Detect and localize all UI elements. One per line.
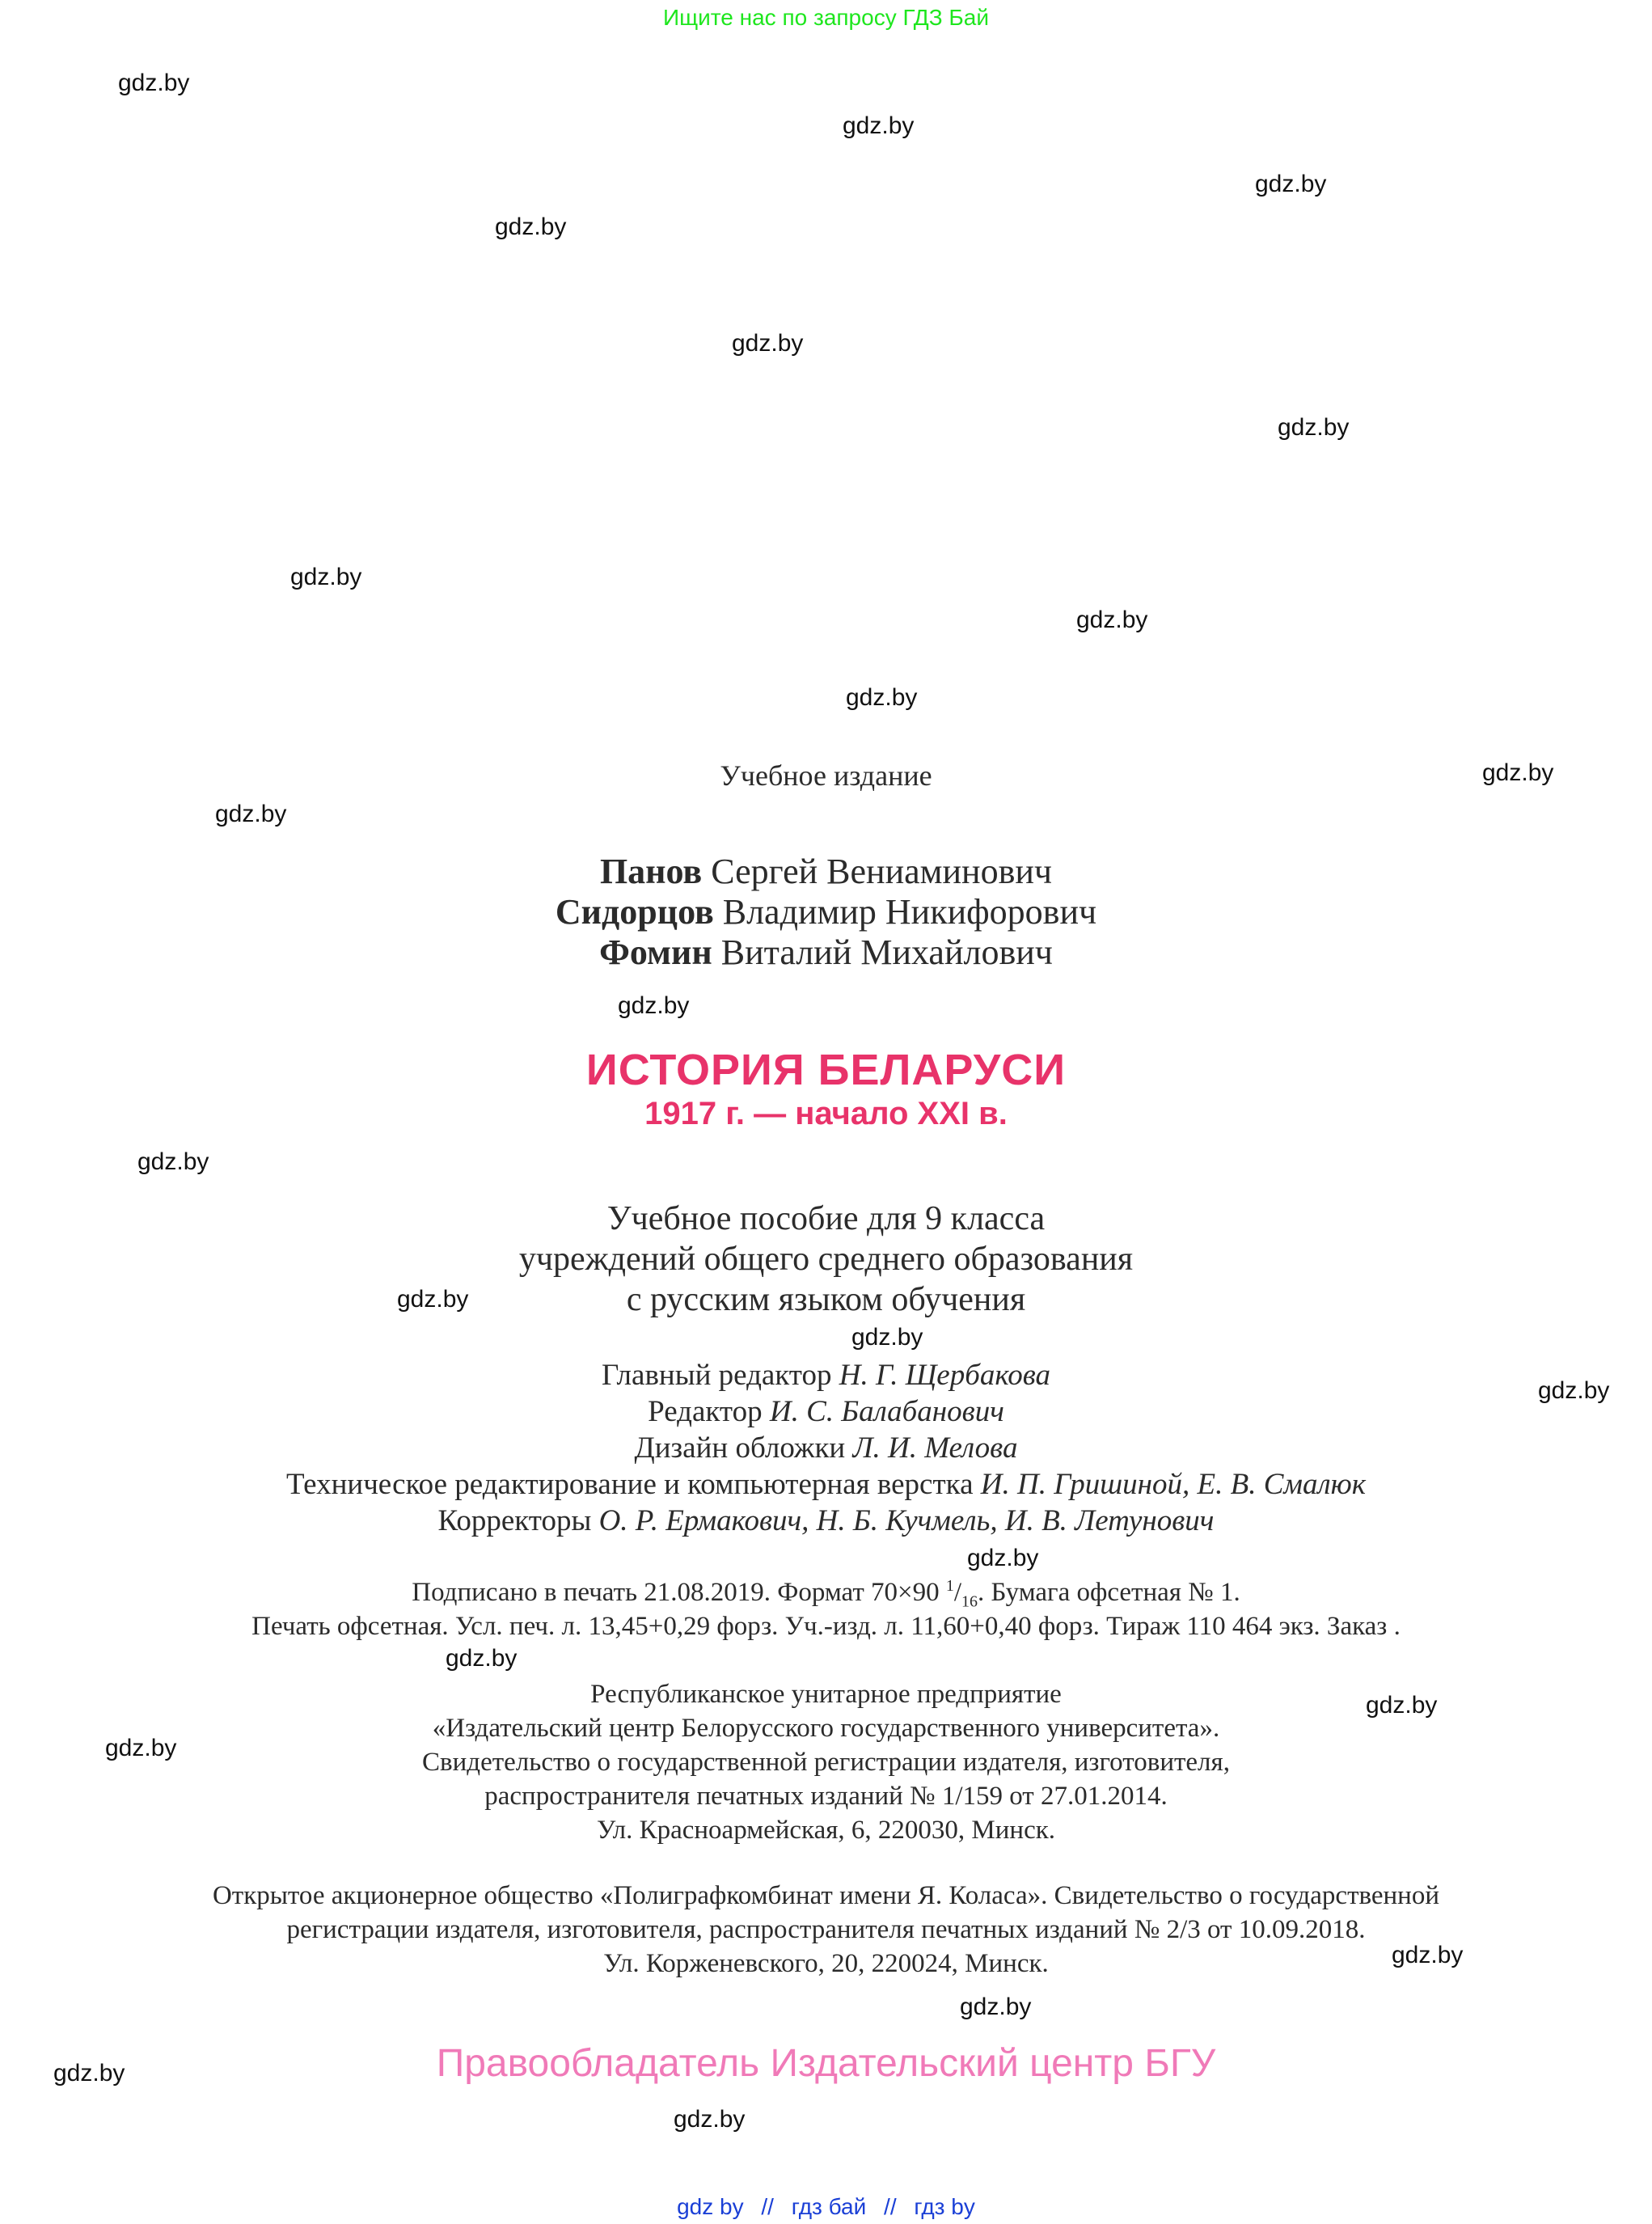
- watermark-text: gdz.by: [1538, 1377, 1610, 1404]
- watermark-text: gdz.by: [215, 801, 287, 827]
- author-surname: Панов: [599, 852, 703, 891]
- watermark-text: gdz.by: [1482, 759, 1554, 786]
- credit-chief-editor: [0, 1358, 1652, 1393]
- format-fraction-denominator: 16: [961, 1592, 978, 1611]
- watermark-text: gdz.by: [1366, 1692, 1438, 1719]
- credit-technical-editing: [0, 1467, 1652, 1502]
- credit-editor: [0, 1394, 1652, 1429]
- description-line: Учебное пособие для 9 класса: [606, 1200, 1046, 1237]
- watermark-text: gdz.by: [618, 992, 690, 1019]
- book-subtitle: 1917 г. — начало XXI в.: [644, 1096, 1008, 1131]
- publisher-address: Ул. Красноармейская, 6, 220030, Минск.: [596, 1816, 1055, 1845]
- printer-line: Открытое акционерное общество «Полиграфкомбинат имени Я. Коласа». Свидетельство о государственной: [212, 1881, 1440, 1910]
- edition-type: Учебное издание: [720, 759, 932, 792]
- author-name: Виталий Михайлович: [720, 932, 1053, 972]
- footer-link[interactable]: гдз by: [914, 2194, 975, 2219]
- watermark-text: gdz.by: [843, 112, 915, 139]
- watermark-text: gdz.by: [53, 2060, 125, 2087]
- watermark-text: gdz.by: [732, 330, 804, 357]
- search-banner: Ищите нас по запросу ГДЗ Бай: [662, 5, 990, 30]
- footer-link[interactable]: гдз бай: [791, 2194, 867, 2219]
- watermark-text: gdz.by: [137, 1148, 209, 1175]
- credit-person: Л. И. Мелова: [852, 1431, 1018, 1465]
- watermark-text: gdz.by: [1278, 414, 1350, 441]
- watermark-text: gdz.by: [446, 1645, 518, 1672]
- printer-address: Ул. Корженевского, 20, 220024, Минск.: [603, 1949, 1049, 1978]
- credit-person: И. С. Балабанович: [769, 1395, 1004, 1428]
- watermark-text: gdz.by: [674, 2106, 746, 2133]
- watermark-text: gdz.by: [846, 684, 918, 711]
- publisher-line: Республиканское унитарное предприятие: [590, 1680, 1062, 1709]
- watermark-text: gdz.by: [118, 70, 190, 96]
- credit-role: Главный редактор: [601, 1359, 832, 1392]
- footer-separator: //: [884, 2194, 897, 2219]
- description-line: учреждений общего среднего образования: [518, 1241, 1134, 1278]
- watermark-text: gdz.by: [1076, 607, 1148, 633]
- watermark-text: gdz.by: [397, 1286, 469, 1313]
- author-name: Сергей Вениаминович: [711, 852, 1053, 891]
- rights-holder: Правообладатель Издательский центр БГУ: [436, 2042, 1216, 2085]
- credit-person: И. П. Гришиной, Е. В. Смалюк: [980, 1468, 1367, 1501]
- print-info-text: . Бумага офсетная № 1.: [978, 1578, 1240, 1607]
- author-surname: Фомин: [599, 932, 712, 972]
- publisher-line: «Издательский центр Белорусского государственного университета».: [432, 1714, 1220, 1743]
- credit-role: Редактор: [648, 1395, 763, 1428]
- watermark-text: gdz.by: [967, 1545, 1039, 1571]
- footer-separator: //: [761, 2194, 774, 2219]
- author-line: [0, 932, 1652, 973]
- footer-link[interactable]: gdz by: [677, 2194, 744, 2219]
- credit-cover-design: [0, 1431, 1652, 1465]
- watermark-text: gdz.by: [495, 214, 567, 240]
- author-line: [0, 851, 1652, 892]
- watermark-text: gdz.by: [290, 564, 362, 590]
- credit-role: Корректоры: [437, 1504, 592, 1537]
- print-info-line-2: Печать офсетная. Усл. печ. л. 13,45+0,29 форз. Уч.-изд. л. 11,60+0,40 форз. Тираж 110 464 экз. Заказ .: [251, 1612, 1401, 1641]
- publisher-line: распространителя печатных изданий № 1/159 от 27.01.2014.: [484, 1782, 1168, 1811]
- watermark-text: gdz.by: [851, 1324, 923, 1351]
- book-title: ИСТОРИЯ БЕЛАРУСИ: [585, 1046, 1067, 1094]
- author-surname: Сидорцов: [555, 892, 714, 932]
- print-info-line-1: Подписано в печать 21.08.2019. Формат 70×90 $^1/_{16}$. Бумага офсетная № 1.: [412, 1577, 1240, 1611]
- print-info-text: Подписано в печать 21.08.2019. Формат 70×90: [412, 1578, 940, 1607]
- watermark-text: gdz.by: [960, 1994, 1032, 2020]
- format-fraction-numerator: 1: [945, 1577, 954, 1595]
- watermark-text: gdz.by: [1392, 1942, 1464, 1968]
- credit-role: Техническое редактирование и компьютерная верстка: [285, 1468, 974, 1501]
- credit-person: О. Р. Ермакович, Н. Б. Кучмель, И. В. Летунович: [598, 1504, 1215, 1537]
- publisher-line: Свидетельство о государственной регистрации издателя, изготовителя,: [422, 1748, 1230, 1777]
- credit-proofreaders: [0, 1503, 1652, 1538]
- watermark-text: gdz.by: [1255, 171, 1327, 197]
- printer-line: регистрации издателя, изготовителя, распространителя печатных изданий № 2/3 от 10.09.2018.: [286, 1915, 1366, 1944]
- footer-links: [0, 2194, 1652, 2220]
- description-line: с русским языком обучения: [626, 1281, 1026, 1318]
- watermark-text: gdz.by: [105, 1735, 177, 1761]
- author-name: Владимир Никифорович: [722, 892, 1097, 932]
- credit-person: Н. Г. Щербакова: [839, 1359, 1051, 1392]
- author-line: [0, 891, 1652, 932]
- credit-role: Дизайн обложки: [634, 1431, 846, 1465]
